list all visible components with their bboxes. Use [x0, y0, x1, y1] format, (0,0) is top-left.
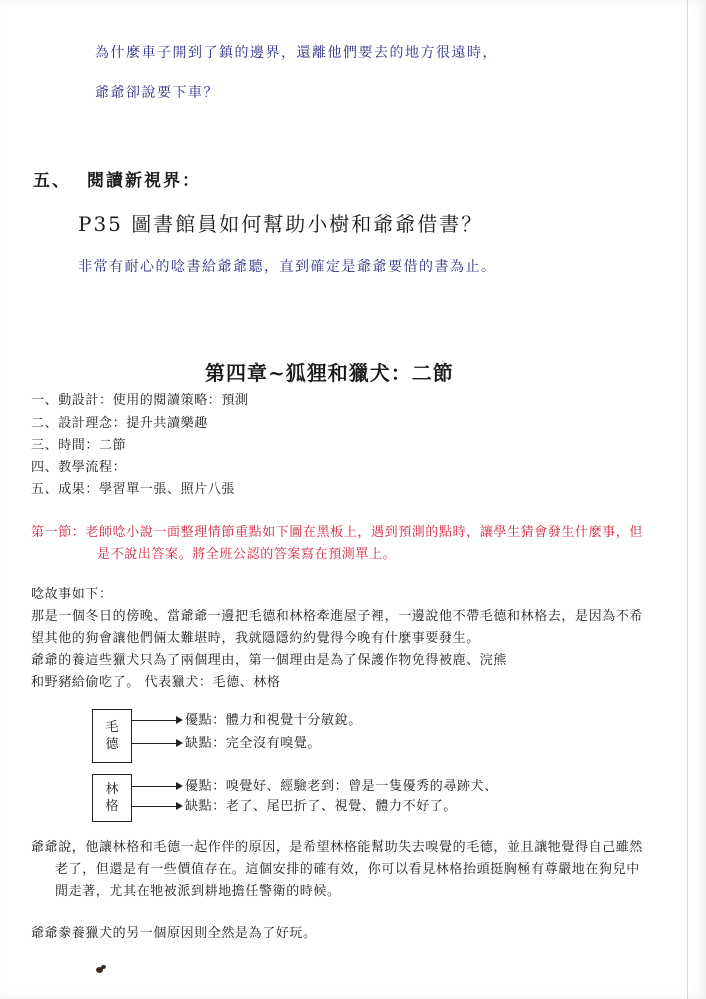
connector-line — [131, 786, 177, 787]
dog-name-char: 毛 — [105, 720, 119, 735]
dog-con: 缺點：老了、尾巴折了、視覺、體力不好了。 — [185, 799, 458, 814]
design-item: 四、教學流程： — [31, 460, 127, 475]
connector-line — [131, 720, 177, 721]
story-line-4: 和野豬給偷吃了。 代表獵犬：毛德、林格 — [31, 675, 281, 690]
dog-name-char: 林 — [105, 782, 119, 797]
section-number: 五、 — [33, 171, 71, 191]
design-item: 三、時間：二節 — [31, 438, 127, 453]
connector-line — [131, 743, 177, 744]
conclusion-line-1: 爺爺說，他讓林格和毛德一起作伴的原因，是希望林格能幫助失去嗅覺的毛德，並且讓牠覺得自己雖然 — [31, 840, 644, 855]
dog-pro: 優點：體力和視覺十分敏銳。 — [185, 713, 362, 728]
section-title: 閱讀新視界： — [87, 171, 201, 191]
dog-con: 缺點：完全沒有嗅覺。 — [185, 736, 322, 751]
page-edge — [687, 0, 688, 999]
design-item: 一、動設計：使用的閱讀策略：預測 — [31, 393, 249, 408]
arrow-right-icon — [176, 782, 183, 790]
answer-line-1: 為什麼車子開到了鎮的邊界，還離他們要去的地方很遠時， — [95, 45, 498, 61]
conclusion-line-3: 閒走著，尤其在牠被派到耕地擔任警衛的時候。 — [55, 884, 341, 899]
story-line-2: 望其他的狗會讓他們倆太難堪時，我就隱隱約約覺得今晚有什麼事要發生。 — [31, 631, 480, 646]
first-lesson-line-2: 是不說出答案。將全班公認的答案寫在預測單上。 — [97, 547, 397, 562]
connector-line — [131, 806, 177, 807]
story-line-3: 爺爺的養這些獵犬只為了兩個理由，第一個理由是為了保護作物免得被鹿、浣熊 — [31, 653, 508, 668]
first-lesson-line-1: 第一節：老師唸小說一面整理情節重點如下圖在黑板上，遇到預測的點時，讓學生猜會發生什麼事，但 — [31, 525, 644, 540]
conclusion-line-4: 爺爺豢養獵犬的另一個原因則全然是為了好玩。 — [31, 926, 317, 941]
ink-spot — [96, 967, 103, 973]
design-item: 五、成果：學習單一張、照片八張 — [31, 482, 236, 497]
arrow-right-icon — [176, 739, 183, 747]
question-answer: 非常有耐心的唸書給爺爺聽，直到確定是爺爺要借的書為止。 — [78, 259, 497, 275]
story-intro: 唸故事如下： — [31, 587, 113, 602]
arrow-right-icon — [176, 716, 183, 724]
dog-pro: 優點：嗅覺好、經驗老到：曾是一隻優秀的尋跡犬、 — [185, 779, 498, 794]
dog-box-maude — [92, 709, 132, 763]
story-line-1: 那是一個冬日的傍晚、當爺爺一邊把毛德和林格牽進屋子裡，一邊說他不帶毛德和林格去，是因為不希 — [31, 609, 644, 624]
arrow-right-icon — [176, 802, 183, 810]
answer-line-2: 爺爺卻說要下車？ — [95, 85, 219, 101]
design-item: 二、設計理念：提升共讀樂趣 — [31, 416, 208, 431]
dog-box-ringo — [92, 774, 132, 822]
conclusion-line-2: 老了，但還是有一些價值存在。這個安排的確有效，你可以看見林格抬頭挺胸極有尊嚴地在狗兒中 — [55, 862, 640, 877]
question-text: P35 圖書館員如何幫助小樹和爺爺借書？ — [78, 212, 484, 236]
dog-name-char: 格 — [105, 799, 119, 814]
chapter-title: 第四章~狐狸和獵犬：二節 — [205, 361, 454, 385]
dog-name-char: 德 — [105, 737, 119, 752]
